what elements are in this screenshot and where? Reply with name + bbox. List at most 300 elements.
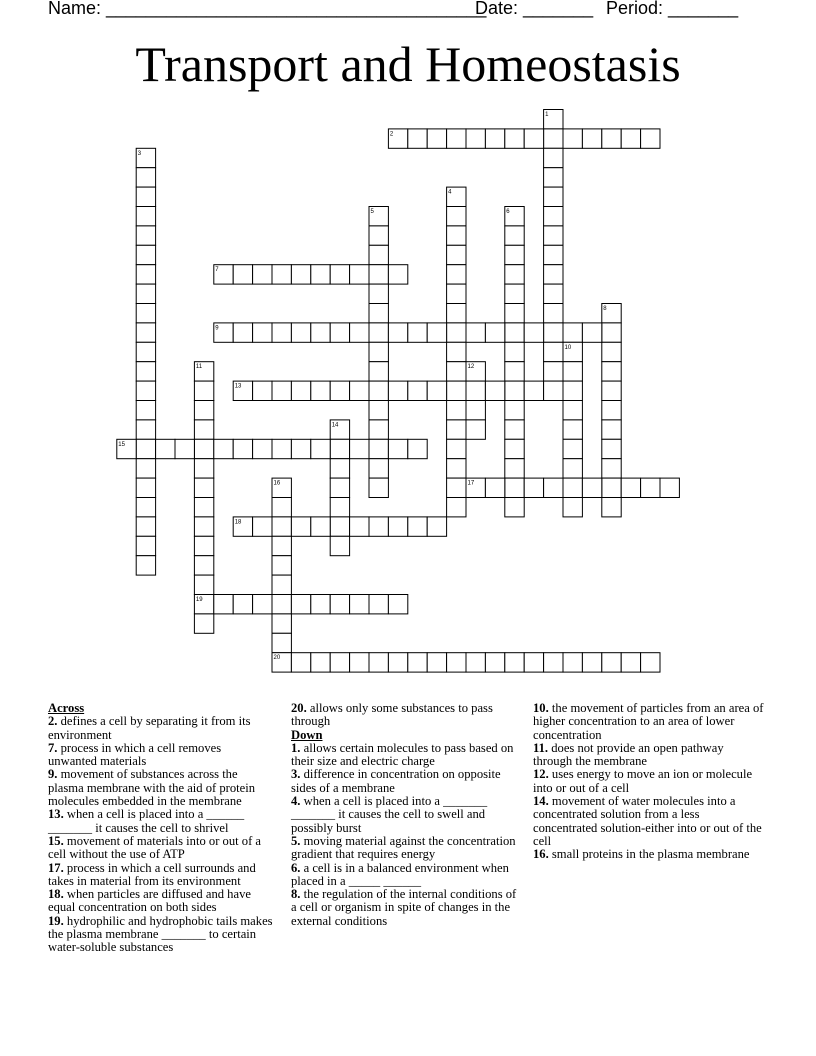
grid-cell[interactable] <box>602 362 621 381</box>
grid-cell[interactable] <box>369 362 388 381</box>
across-clue-13 <box>48 808 273 835</box>
grid-cell[interactable] <box>505 323 524 342</box>
grid-cell[interactable] <box>311 439 330 458</box>
grid-cell[interactable] <box>563 439 582 458</box>
grid-cell[interactable] <box>194 459 213 478</box>
grid-cell[interactable] <box>466 653 485 672</box>
grid-cell[interactable] <box>602 401 621 420</box>
grid-cell[interactable] <box>388 265 407 284</box>
grid-cell[interactable] <box>563 498 582 517</box>
cell-number: 14 <box>331 422 339 429</box>
grid-cell[interactable] <box>466 401 485 420</box>
clue-text: does not provide an open pathway through the membrane <box>533 740 724 769</box>
grid-cell[interactable] <box>505 284 524 303</box>
cell-number: 18 <box>234 519 242 526</box>
grid-cell[interactable] <box>524 129 543 148</box>
grid-cell[interactable] <box>330 653 349 672</box>
grid-cell[interactable] <box>427 323 446 342</box>
grid-cell[interactable] <box>408 381 427 400</box>
grid-cell[interactable] <box>485 323 504 342</box>
grid-cell[interactable] <box>194 420 213 439</box>
clue-number: 10. <box>533 701 549 715</box>
grid-cell[interactable] <box>233 323 252 342</box>
grid-cell[interactable] <box>447 129 466 148</box>
grid-cell[interactable] <box>311 265 330 284</box>
grid-cell[interactable] <box>136 381 155 400</box>
grid-cell[interactable] <box>505 226 524 245</box>
grid-cell[interactable] <box>291 595 310 614</box>
grid-cell[interactable] <box>505 459 524 478</box>
down-clue-16 <box>533 848 765 861</box>
grid-cell[interactable] <box>233 595 252 614</box>
clue-number: 2. <box>48 714 58 729</box>
grid-cell[interactable] <box>136 168 155 187</box>
grid-cell[interactable] <box>505 439 524 458</box>
grid-cell[interactable] <box>544 304 563 323</box>
grid-cell[interactable] <box>311 381 330 400</box>
clue-column-2 <box>291 702 523 928</box>
grid-cell[interactable] <box>136 498 155 517</box>
grid-cell[interactable] <box>369 284 388 303</box>
grid-cell[interactable] <box>330 478 349 497</box>
date-field[interactable]: Date: _______ <box>475 0 594 18</box>
cell-number: 6 <box>506 209 510 215</box>
grid-cell[interactable] <box>641 129 660 148</box>
clue-number: 4. <box>291 794 301 809</box>
clue-text: the regulation of the internal conditions of a cell or organism in spite of changes in the external conditions <box>291 887 517 928</box>
grid-cell[interactable] <box>505 304 524 323</box>
grid-cell[interactable] <box>485 653 504 672</box>
grid-cell[interactable] <box>408 439 427 458</box>
grid-cell[interactable] <box>447 304 466 323</box>
across-clue-9 <box>48 768 273 808</box>
grid-cell[interactable] <box>369 245 388 264</box>
grid-cell[interactable] <box>194 556 213 575</box>
grid-cell[interactable] <box>447 401 466 420</box>
grid-cell[interactable] <box>136 207 155 226</box>
grid-cell[interactable] <box>544 478 563 497</box>
grid-cell[interactable] <box>582 653 601 672</box>
grid-cell[interactable] <box>544 168 563 187</box>
grid-cell[interactable] <box>388 517 407 536</box>
down-clue-12 <box>533 768 765 795</box>
grid-cell[interactable] <box>291 265 310 284</box>
down-clue-1 <box>291 742 523 769</box>
clue-number: 19. <box>48 913 64 928</box>
grid-cell[interactable] <box>272 265 291 284</box>
grid-cell[interactable] <box>272 633 291 652</box>
clue-text: movement of substances across the plasma membrane with the aid of protein molecules embedded in the membrane <box>48 767 256 809</box>
grid-cell[interactable] <box>388 653 407 672</box>
grid-cell[interactable] <box>524 653 543 672</box>
grid-cell[interactable] <box>369 420 388 439</box>
grid-cell[interactable] <box>466 381 485 400</box>
grid-cell[interactable] <box>136 226 155 245</box>
grid-cell[interactable] <box>544 129 563 148</box>
grid-cell[interactable] <box>350 595 369 614</box>
grid-cell[interactable] <box>485 381 504 400</box>
clue-text: difference in concentration on opposite sides of a membrane <box>291 767 501 795</box>
cell-number: 20 <box>273 655 281 662</box>
grid-cell[interactable] <box>136 439 155 458</box>
grid-cell[interactable] <box>524 323 543 342</box>
grid-cell[interactable] <box>388 381 407 400</box>
grid-cell[interactable] <box>388 323 407 342</box>
grid-cell[interactable] <box>311 323 330 342</box>
grid-cell[interactable] <box>350 439 369 458</box>
across-clue-18 <box>48 888 273 915</box>
grid-cell[interactable] <box>136 401 155 420</box>
grid-cell[interactable] <box>621 653 640 672</box>
grid-cell[interactable] <box>330 323 349 342</box>
grid-cell[interactable] <box>505 478 524 497</box>
grid-cell[interactable] <box>272 614 291 633</box>
grid-cell[interactable] <box>408 323 427 342</box>
grid-cell[interactable] <box>369 342 388 361</box>
grid-cell[interactable] <box>447 342 466 361</box>
grid-cell[interactable] <box>311 517 330 536</box>
grid-cell[interactable] <box>505 245 524 264</box>
grid-cell[interactable] <box>369 653 388 672</box>
grid-cell[interactable] <box>350 381 369 400</box>
grid-cell[interactable] <box>447 207 466 226</box>
grid-cell[interactable] <box>175 439 194 458</box>
grid-cell[interactable] <box>408 517 427 536</box>
grid-cell[interactable] <box>563 478 582 497</box>
grid-cell[interactable] <box>330 439 349 458</box>
grid-cell[interactable] <box>136 362 155 381</box>
grid-cell[interactable] <box>272 556 291 575</box>
clue-column-1 <box>48 702 273 955</box>
grid-cell[interactable] <box>563 323 582 342</box>
grid-cell[interactable] <box>369 595 388 614</box>
grid-cell[interactable] <box>369 304 388 323</box>
down-clue-8 <box>291 888 523 928</box>
grid-cell[interactable] <box>524 381 543 400</box>
grid-cell[interactable] <box>369 265 388 284</box>
grid-cell[interactable] <box>602 439 621 458</box>
grid-cell[interactable] <box>602 420 621 439</box>
clue-text: allows only some substances to pass through <box>291 701 493 729</box>
grid-cell[interactable] <box>369 323 388 342</box>
grid-cell[interactable] <box>544 342 563 361</box>
grid-cell[interactable] <box>447 265 466 284</box>
grid-cell[interactable] <box>369 459 388 478</box>
grid-cell[interactable] <box>253 265 272 284</box>
clue-text: process in which a cell removes unwanted materials <box>48 740 222 769</box>
grid-cell[interactable] <box>602 381 621 400</box>
cell-number: 15 <box>118 441 125 448</box>
grid-cell[interactable] <box>194 536 213 555</box>
grid-cell[interactable] <box>447 498 466 517</box>
grid-cell[interactable] <box>447 323 466 342</box>
grid-cell[interactable] <box>369 401 388 420</box>
grid-cell[interactable] <box>350 323 369 342</box>
clue-number: 9. <box>48 767 58 782</box>
grid-cell[interactable] <box>505 362 524 381</box>
grid-cell[interactable] <box>582 323 601 342</box>
grid-cell[interactable] <box>447 420 466 439</box>
grid-cell[interactable] <box>408 129 427 148</box>
grid-cell[interactable] <box>136 265 155 284</box>
grid-cell[interactable] <box>427 129 446 148</box>
grid-cell[interactable] <box>253 595 272 614</box>
down-clue-5 <box>291 835 523 862</box>
grid-cell[interactable] <box>505 265 524 284</box>
grid-cell[interactable] <box>272 517 291 536</box>
cell-number: 4 <box>448 189 452 196</box>
grid-cell[interactable] <box>330 498 349 517</box>
grid-cell[interactable] <box>136 459 155 478</box>
grid-cell[interactable] <box>447 459 466 478</box>
grid-cell[interactable] <box>214 595 233 614</box>
grid-cell[interactable] <box>582 129 601 148</box>
clue-text: movement of materials into or out of a cell without the use of ATP <box>48 833 262 862</box>
grid-cell[interactable] <box>447 284 466 303</box>
clue-text: moving material against the concentration gradient that requires energy <box>291 833 516 862</box>
grid-cell[interactable] <box>369 381 388 400</box>
grid-cell[interactable] <box>253 439 272 458</box>
grid-cell[interactable] <box>544 207 563 226</box>
grid-cell[interactable] <box>563 362 582 381</box>
grid-cell[interactable] <box>544 265 563 284</box>
cell-number: 13 <box>234 383 242 390</box>
grid-cell[interactable] <box>602 653 621 672</box>
grid-cell[interactable] <box>136 342 155 361</box>
grid-cell[interactable] <box>194 401 213 420</box>
grid-cell[interactable] <box>388 595 407 614</box>
grid-cell[interactable] <box>447 245 466 264</box>
grid-cell[interactable] <box>563 420 582 439</box>
grid-cell[interactable] <box>253 517 272 536</box>
grid-cell[interactable] <box>544 187 563 206</box>
clue-number: 8. <box>291 887 301 902</box>
grid-cell[interactable] <box>291 517 310 536</box>
clue-number: 5. <box>291 833 301 848</box>
grid-cell[interactable] <box>291 439 310 458</box>
grid-cell[interactable] <box>563 381 582 400</box>
grid-cell[interactable] <box>194 575 213 594</box>
grid-cell[interactable] <box>602 478 621 497</box>
grid-cell[interactable] <box>311 595 330 614</box>
grid-cell[interactable] <box>563 459 582 478</box>
grid-cell[interactable] <box>369 478 388 497</box>
grid-cell[interactable] <box>602 342 621 361</box>
grid-cell[interactable] <box>233 265 252 284</box>
grid-cell[interactable] <box>330 517 349 536</box>
page-title: Transport and Homeostasis <box>135 36 681 92</box>
grid-cell[interactable] <box>214 439 233 458</box>
name-field[interactable]: Name: ______________________________________ <box>48 0 487 18</box>
grid-cell[interactable] <box>524 478 543 497</box>
grid-cell[interactable] <box>311 653 330 672</box>
grid-cell[interactable] <box>544 653 563 672</box>
grid-cell[interactable] <box>136 536 155 555</box>
grid-cell[interactable] <box>272 498 291 517</box>
clue-text: when a cell is placed into a ______ _______ it causes the cell to shrivel <box>48 807 245 835</box>
cell-number: 16 <box>273 480 281 487</box>
cell-number: 12 <box>467 364 475 371</box>
grid-cell[interactable] <box>388 439 407 458</box>
grid-cell[interactable] <box>660 478 679 497</box>
grid-cell[interactable] <box>291 653 310 672</box>
grid-cell[interactable] <box>272 536 291 555</box>
grid-cell[interactable] <box>136 304 155 323</box>
grid-cell[interactable] <box>330 265 349 284</box>
clue-number: 13. <box>48 807 64 822</box>
clue-text: when a cell is placed into a _______ _______ it causes the cell to swell and possibly burst <box>291 794 488 835</box>
grid-cell[interactable] <box>369 226 388 245</box>
grid-cell[interactable] <box>194 498 213 517</box>
grid-cell[interactable] <box>272 381 291 400</box>
grid-cell[interactable] <box>447 362 466 381</box>
grid-cell[interactable] <box>427 381 446 400</box>
cell-number: 9 <box>215 325 219 332</box>
grid-cell[interactable] <box>136 420 155 439</box>
grid-cell[interactable] <box>602 129 621 148</box>
grid-cell[interactable] <box>136 187 155 206</box>
grid-cell[interactable] <box>544 362 563 381</box>
grid-cell[interactable] <box>544 148 563 167</box>
grid-cell[interactable] <box>485 129 504 148</box>
grid-cell[interactable] <box>194 614 213 633</box>
grid-cell[interactable] <box>621 129 640 148</box>
grid-cell[interactable] <box>602 323 621 342</box>
grid-cell[interactable] <box>485 478 504 497</box>
clue-text: small proteins in the plasma membrane <box>551 847 750 862</box>
cell-number: 10 <box>564 344 572 351</box>
clue-text: defines a cell by separating it from its environment <box>48 714 251 742</box>
clue-number: 20. <box>291 701 307 715</box>
grid-cell[interactable] <box>505 401 524 420</box>
grid-cell[interactable] <box>641 653 660 672</box>
grid-cell[interactable] <box>544 245 563 264</box>
clue-number: 16. <box>533 847 549 862</box>
grid-cell[interactable] <box>447 653 466 672</box>
grid-cell[interactable] <box>369 517 388 536</box>
cell-number: 3 <box>137 150 142 157</box>
grid-cell[interactable] <box>466 129 485 148</box>
grid-cell[interactable] <box>194 439 213 458</box>
grid-cell[interactable] <box>136 478 155 497</box>
grid-cell[interactable] <box>641 478 660 497</box>
grid-cell[interactable] <box>350 265 369 284</box>
across-clue-2 <box>48 715 273 742</box>
grid-cell[interactable] <box>466 420 485 439</box>
down-clue-3 <box>291 768 523 795</box>
grid-cell[interactable] <box>194 517 213 536</box>
grid-cell[interactable] <box>602 498 621 517</box>
across-clue-15 <box>48 835 273 862</box>
grid-cell[interactable] <box>447 439 466 458</box>
grid-cell[interactable] <box>544 323 563 342</box>
grid-cell[interactable] <box>350 653 369 672</box>
grid-cell[interactable] <box>369 439 388 458</box>
grid-cell[interactable] <box>330 459 349 478</box>
grid-cell[interactable] <box>194 478 213 497</box>
cell-number: 8 <box>603 306 607 312</box>
clue-text: the movement of particles from an area of higher concentration to an area of lower concentration <box>533 701 764 742</box>
cell-number: 11 <box>195 364 203 371</box>
grid-cell[interactable] <box>582 478 601 497</box>
clue-text: allows certain molecules to pass based on their size and electric charge <box>291 740 514 769</box>
grid-cell[interactable] <box>233 439 252 458</box>
down-clue-14 <box>533 795 765 848</box>
grid-cell[interactable] <box>330 595 349 614</box>
grid-cell[interactable] <box>427 517 446 536</box>
grid-cell[interactable] <box>602 459 621 478</box>
grid-cell[interactable] <box>621 478 640 497</box>
grid-cell[interactable] <box>272 575 291 594</box>
period-field[interactable]: Period: _______ <box>606 0 739 18</box>
cell-number: 17 <box>467 480 475 487</box>
grid-cell[interactable] <box>350 517 369 536</box>
grid-cell[interactable] <box>136 323 155 342</box>
grid-cell[interactable] <box>466 323 485 342</box>
across-heading: Across <box>48 701 85 715</box>
grid-cell[interactable] <box>563 129 582 148</box>
clue-text: hydrophilic and hydrophobic tails makes the plasma membrane _______ to certain water-soluble substances <box>48 913 273 955</box>
grid-cell[interactable] <box>447 478 466 497</box>
grid-cell[interactable] <box>408 653 427 672</box>
grid-cell[interactable] <box>253 381 272 400</box>
grid-cell[interactable] <box>563 653 582 672</box>
grid-cell[interactable] <box>272 323 291 342</box>
grid-cell[interactable] <box>253 323 272 342</box>
clue-column-3 <box>533 702 765 862</box>
grid-cell[interactable] <box>136 284 155 303</box>
grid-cell[interactable] <box>505 498 524 517</box>
down-clue-4 <box>291 795 523 835</box>
grid-cell[interactable] <box>505 129 524 148</box>
across-clue-7 <box>48 742 273 769</box>
across-clue-20 <box>291 702 523 729</box>
grid-cell[interactable] <box>505 653 524 672</box>
grid-cell[interactable] <box>136 245 155 264</box>
grid-cell[interactable] <box>544 226 563 245</box>
grid-cell[interactable] <box>156 439 175 458</box>
grid-cell[interactable] <box>447 226 466 245</box>
grid-cell[interactable] <box>447 381 466 400</box>
cell-number: 7 <box>215 267 219 274</box>
clue-text: when particles are diffused and have equal concentration on both sides <box>48 887 251 915</box>
down-clue-6 <box>291 862 523 889</box>
grid-cell[interactable] <box>291 323 310 342</box>
down-clue-11 <box>533 742 765 769</box>
grid-cell[interactable] <box>505 381 524 400</box>
grid-cell[interactable] <box>330 381 349 400</box>
grid-cell[interactable] <box>330 536 349 555</box>
grid-cell[interactable] <box>563 401 582 420</box>
clue-number: 7. <box>48 740 58 755</box>
down-clue-10 <box>533 702 765 742</box>
grid-cell[interactable] <box>136 556 155 575</box>
grid-cell[interactable] <box>272 439 291 458</box>
grid-cell[interactable] <box>291 381 310 400</box>
grid-cell[interactable] <box>544 284 563 303</box>
down-heading: Down <box>291 727 323 742</box>
grid-cell[interactable] <box>194 381 213 400</box>
clue-text: movement of water molecules into a concentrated solution from a less concentrated solution-either into or out of the cell <box>533 794 762 848</box>
grid-cell[interactable] <box>272 595 291 614</box>
grid-cell[interactable] <box>544 381 563 400</box>
grid-cell[interactable] <box>427 653 446 672</box>
clue-number: 1. <box>291 740 301 755</box>
clue-text: process in which a cell surrounds and takes in material from its environment <box>48 860 256 888</box>
grid-cell[interactable] <box>505 342 524 361</box>
grid-cell[interactable] <box>505 420 524 439</box>
grid-cell[interactable] <box>136 517 155 536</box>
